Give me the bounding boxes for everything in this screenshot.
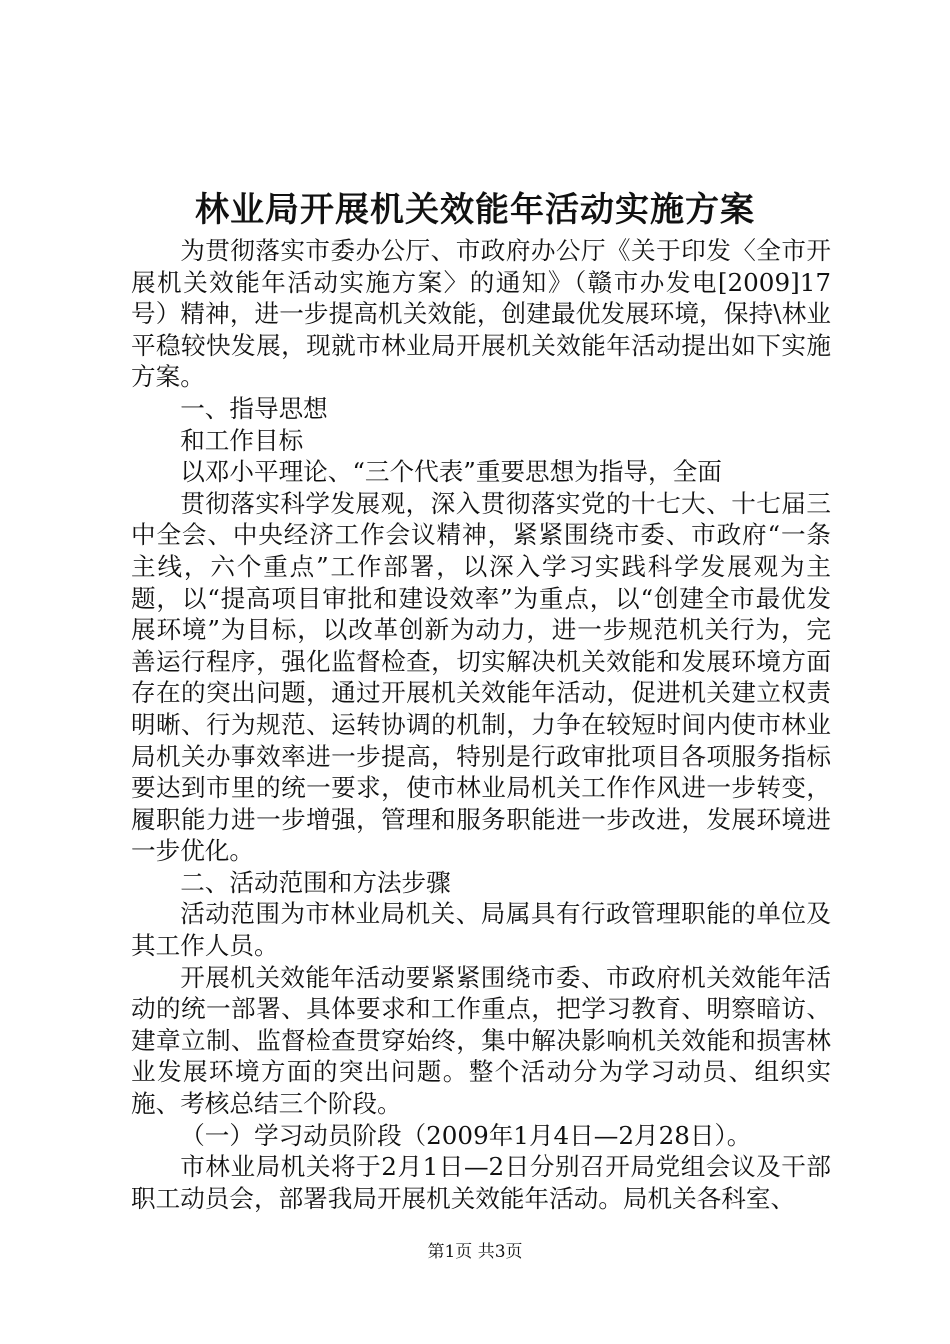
paragraph-mobilization: 市林业局机关将于2月1日—2日分别召开局党组会议及干部职工动员会，部署我局开展机关效能年活动。局机关各科室、: [131, 1152, 831, 1213]
paragraph-stages: 开展机关效能年活动要紧紧围绕市委、市政府机关效能年活动的统一部署、具体要求和工作重点，把学习教育、明察暗访、建章立制、监督检查贯穿始终，集中解决影响机关效能和损害林业发展环境方面的突出问题。整个活动分为学习动员、组织实施、考核总结三个阶段。: [131, 962, 831, 1119]
paragraph-scope: 活动范围为市林业局机关、局属具有行政管理职能的单位及其工作人员。: [131, 899, 831, 961]
paragraph-guidance: 贯彻落实科学发展观，深入贯彻落实党的十七大、十七届三中全会、中央经济工作会议精神，紧紧围绕市委、市政府“一条主线，六个重点”工作部署，以深入学习实践科学发展观为主题，以“提高项目审批和建设效率”为重点，以“创建全市最优发展环境”为目标，以改革创新为动力，进一步规范机关行为，完善运行程序，强化监督检查，切实解决机关效能和发展环境方面存在的突出问题，通过开展机关效能年活动，促进机关建立权责明晰、行为规范、运转协调的机制，力争在较短时间内使市林业局机关办事效率进一步提高，特别是行政审批项目各项服务指标要达到市里的统一要求，使市林业局机关工作作风进一步转变，履职能力进一步增强，管理和服务职能进一步改进，发展环境进一步优化。: [131, 488, 831, 866]
document-title: 林业局开展机关效能年活动实施方案: [195, 190, 755, 230]
section-heading-2: 二、活动范围和方法步骤: [180, 867, 451, 897]
paragraph-guidance-lead: 以邓小平理论、“三个代表”重要思想为指导，全面: [180, 457, 722, 487]
paragraph-intro: 为贯彻落实市委办公厅、市政府办公厅《关于印发〈全市开展机关效能年活动实施方案〉的通知》（赣市办发电[2009]17号）精神，进一步提高机关效能，创建最优发展环境，保持\林业平稳较快发展，现就市林业局开展机关效能年活动提出如下实施方案。: [131, 236, 831, 392]
section-heading-1: 一、指导思想: [180, 393, 328, 423]
section-heading-1-cont: 和工作目标: [180, 425, 304, 455]
subsection-heading-1: （一）学习动员阶段（2009年1月4日—2月28日）。: [180, 1120, 752, 1150]
page-footer: 第1页 共3页: [427, 1242, 523, 1262]
document-body: [131, 235, 831, 1214]
